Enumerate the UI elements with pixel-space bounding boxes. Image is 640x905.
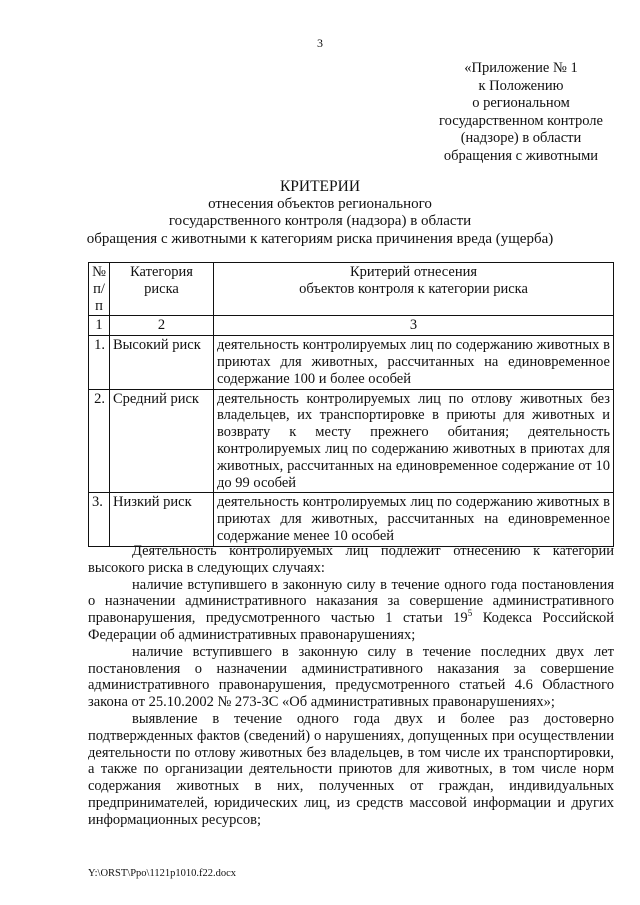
case-1-text: наличие вступившего в законную силу в течение одного года постановления о назначении административного наказания за совершение административного правонарушения, предусмотренного частью 1 статьи 19 <box>88 576 614 627</box>
index-cell: 2 <box>110 316 214 336</box>
document-title <box>0 178 640 248</box>
header-num-line: № <box>92 264 106 280</box>
appendix-line: государственном контроле <box>439 112 603 129</box>
row-category: Низкий риск <box>110 493 214 546</box>
table-row <box>89 389 614 493</box>
row-num: 3. <box>89 493 110 546</box>
table-row <box>89 336 614 389</box>
table-row <box>89 493 614 546</box>
criteria-table <box>88 262 614 547</box>
table-index-row <box>89 316 614 336</box>
row-category: Высокий риск <box>110 336 214 389</box>
row-criterion: деятельность контролируемых лиц по содержанию животных в приютах для животных, рассчитанных на единовременное содержание 100 и более особей <box>214 336 614 389</box>
appendix-line: (надзоре) в области <box>460 130 582 146</box>
header-category <box>110 263 214 316</box>
row-criterion: деятельность контролируемых лиц по содержанию животных в приютах для животных, рассчитанных на единовременное содержание менее 10 особей <box>214 493 614 546</box>
header-num <box>89 263 110 316</box>
appendix-line: о региональном <box>472 95 570 111</box>
row-category: Средний риск <box>110 389 214 493</box>
body-paragraph-case-3: выявление в течение одного года двух и более раз достоверно подтвержденных фактов (сведений) о нарушениях, допущенных при осуществлении деятельности по отлову животных без владельцев, в том числе их транспортировки, а также по организации деятельности приютов для животных, в том числе норм содержания животных в них, полученных от граждан, индивидуальных предпринимателей, юридических лиц, из средств массовой информации и других информационных ресурсов; <box>88 710 614 828</box>
table-header-row <box>89 263 614 316</box>
header-criterion-line: Критерий отнесения <box>349 264 478 280</box>
index-cell: 1 <box>89 316 110 336</box>
header-criterion <box>214 263 614 316</box>
index-cell: 3 <box>214 316 614 336</box>
body-paragraph-case-2: наличие вступившего в законную силу в течение последних двух лет постановления о назначении административного наказания за совершение административного правонарушения, предусмотренного статьей 4.6 Областного закона от 25.10.2002 № 273-ЗС «Об административных правонарушениях»; <box>88 643 614 711</box>
footer-file-path: Y:\ORST\Ppo\1121p1010.f22.docx <box>88 868 236 879</box>
appendix-header <box>400 60 640 165</box>
title-line: государственного контроля (надзора) в области <box>168 213 472 229</box>
title-heading: КРИТЕРИИ <box>279 178 361 195</box>
title-line: обращения с животными к категориям риска причинения вреда (ущерба) <box>86 230 554 247</box>
appendix-line: обращения с животными <box>443 147 599 164</box>
row-criterion: деятельность контролируемых лиц по отлову животных без владельцев, их транспортировке в приюты для животных и возврату к месту прежнего обитания; деятельность контролируемых лиц по содержанию животных в приютах для животных, рассчитанных на единовременное содержание от 10 до 99 особей <box>214 389 614 493</box>
article-superscript: 5 <box>467 608 473 619</box>
header-criterion-line: объектов контроля к категории риска <box>299 280 528 297</box>
page-number: 3 <box>317 36 323 50</box>
row-num: 2. <box>89 389 110 493</box>
body-paragraph-intro: Деятельность контролируемых лиц подлежит отнесению к категории высокого риска в следующих случаях: <box>88 543 614 576</box>
appendix-line: «Приложение № 1 <box>464 60 578 76</box>
header-category-line: Категория <box>130 264 193 280</box>
row-num: 1. <box>89 336 110 389</box>
appendix-line: к Положению <box>478 77 564 94</box>
body-text <box>88 543 614 829</box>
header-category-line: риска <box>144 280 179 297</box>
title-line: отнесения объектов регионального <box>208 195 432 212</box>
case-1-text-end: Кодекса Российской Федерации об административных правонарушениях; <box>88 610 614 643</box>
header-num-line: п/п <box>93 280 105 314</box>
body-paragraph-case-1 <box>88 577 614 644</box>
